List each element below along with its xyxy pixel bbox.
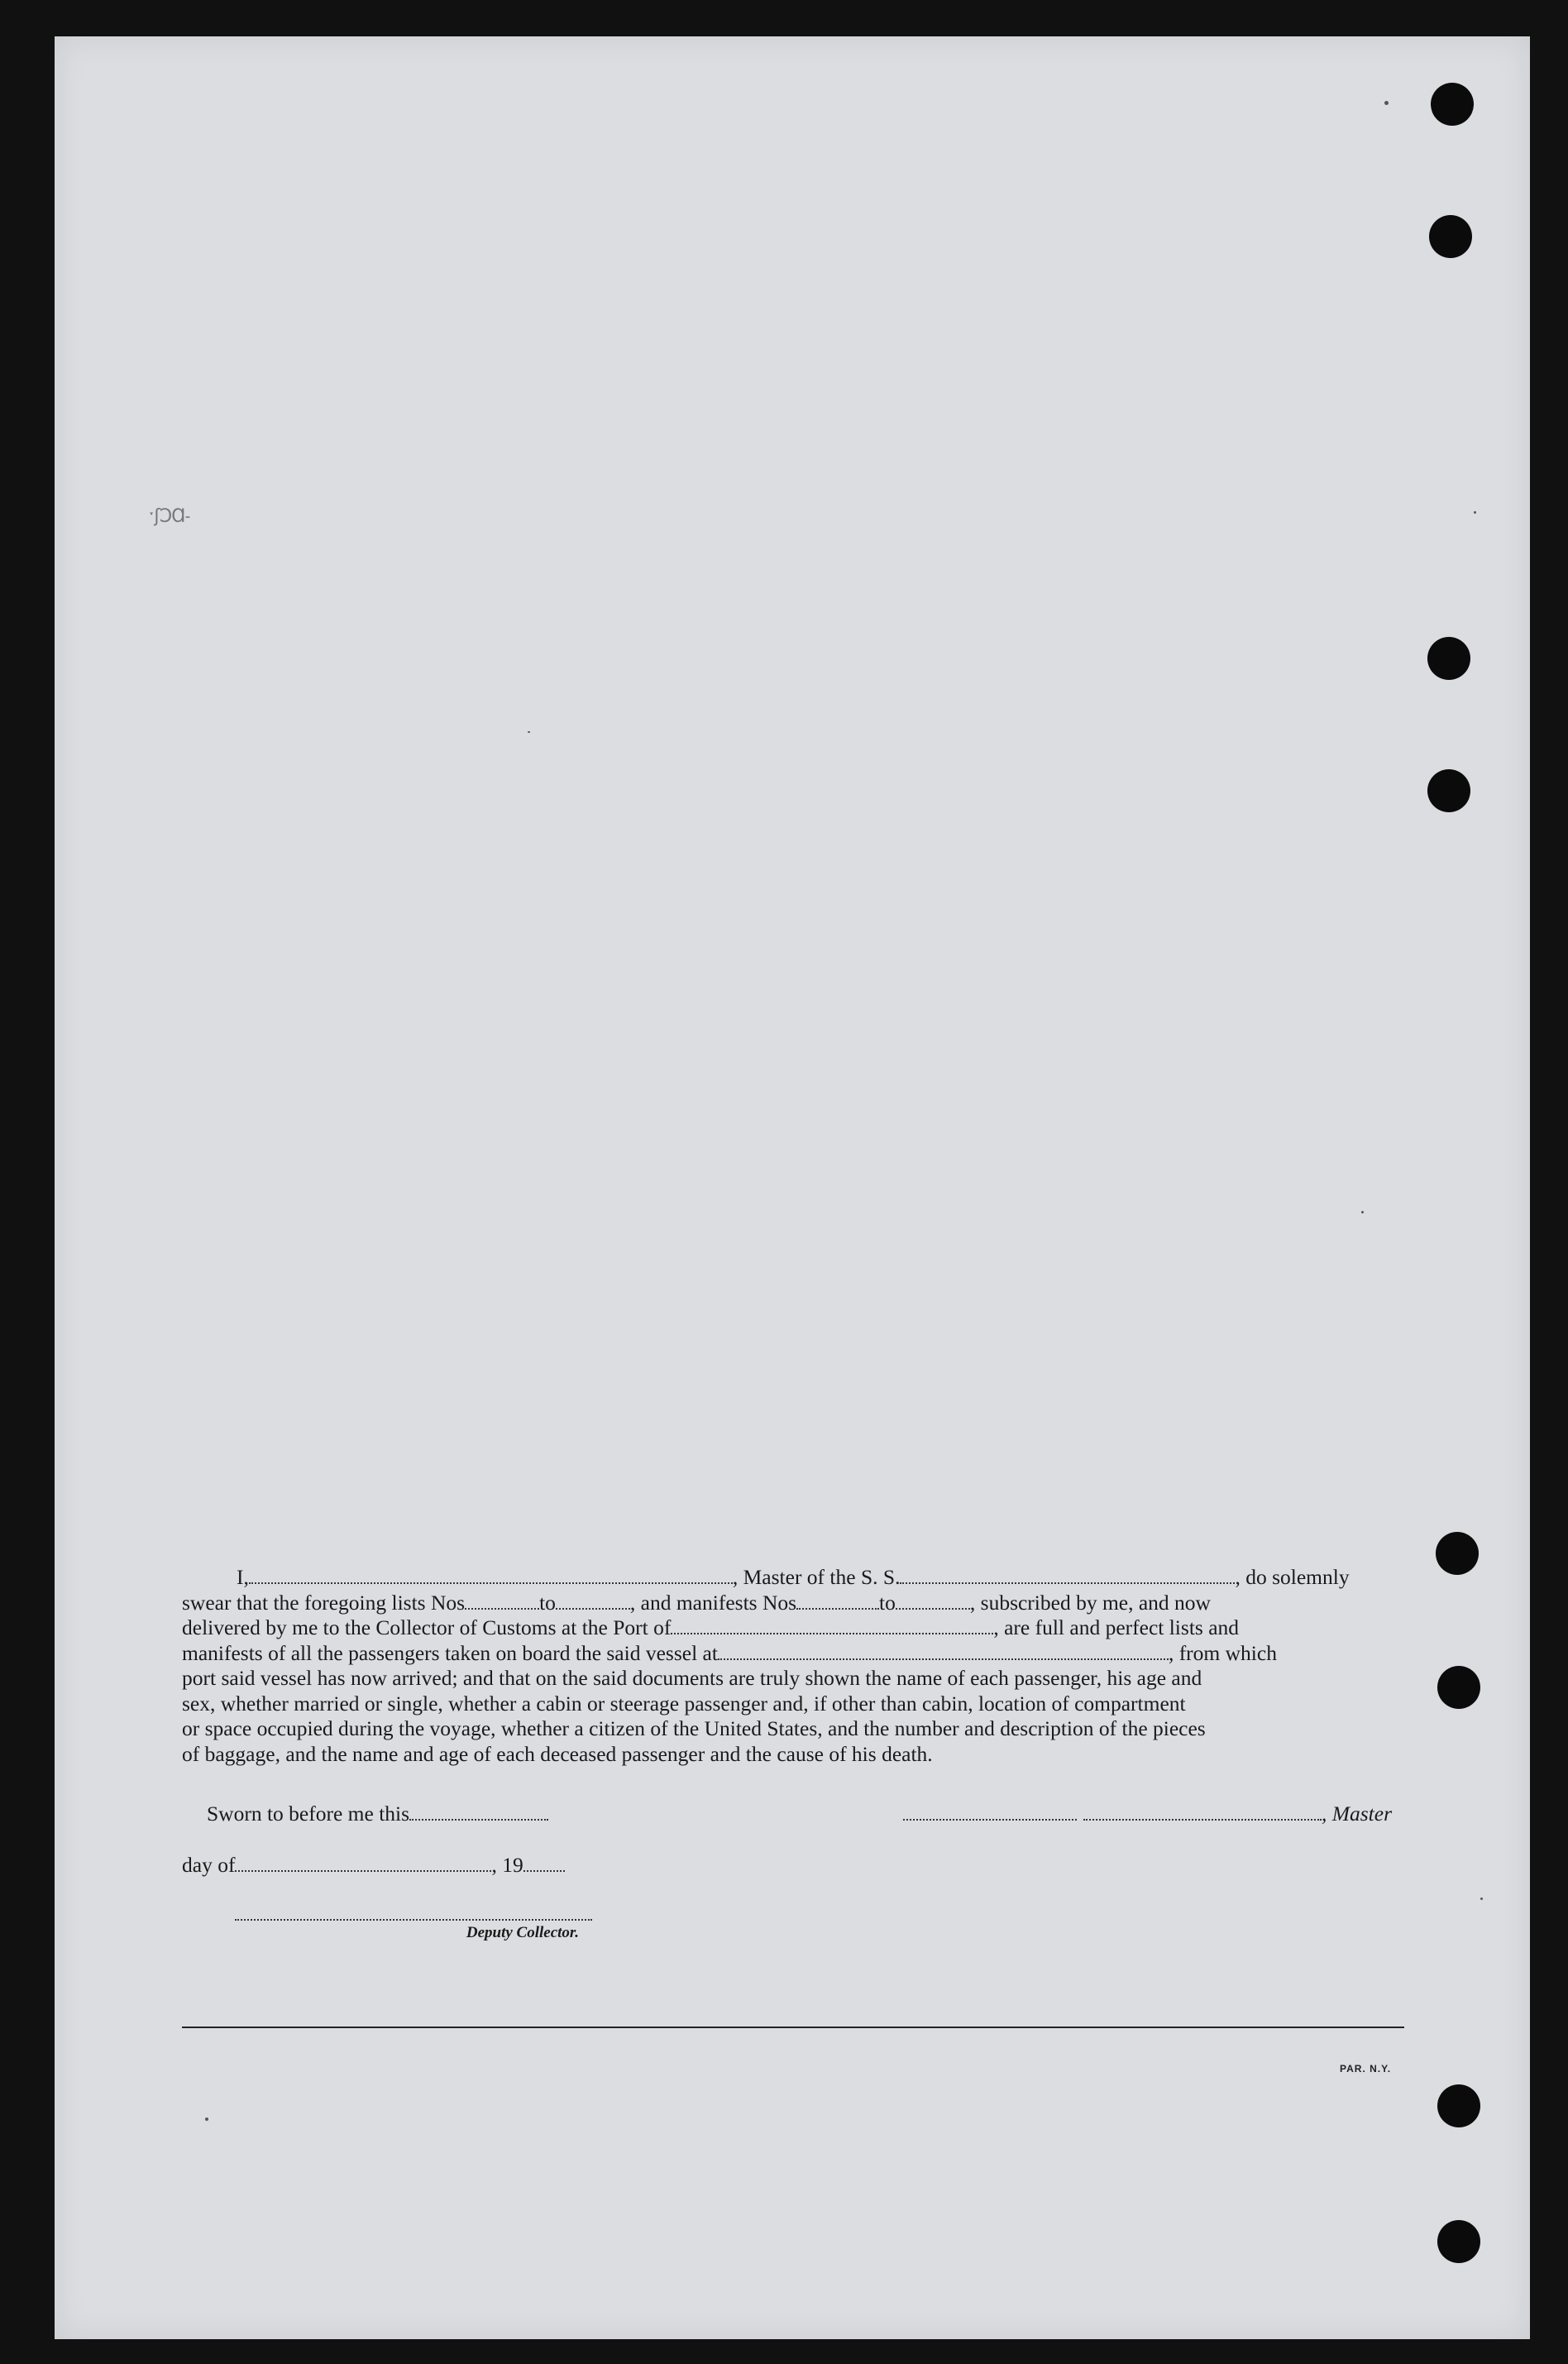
master-signature-line (903, 1802, 1392, 1826)
oath-text: , from which (1168, 1640, 1277, 1665)
punch-hole (1436, 1532, 1479, 1575)
master-signature-blank-2 (1083, 1802, 1322, 1821)
oath-text: , Master of the S. S. (732, 1565, 901, 1589)
master-label: , Master (1322, 1802, 1392, 1826)
punch-hole (1437, 2084, 1480, 2127)
month-blank (235, 1854, 491, 1872)
oath-line-3 (182, 1615, 1409, 1641)
oath-text: to (539, 1590, 556, 1615)
manifests-to-blank (896, 1591, 970, 1610)
punch-hole (1437, 2220, 1480, 2263)
oath-text: I, (237, 1565, 249, 1589)
day-of-line (182, 1853, 565, 1878)
sworn-line (207, 1802, 548, 1826)
master-signature-blank-1 (903, 1802, 1077, 1821)
oath-text: , do solemnly (1235, 1565, 1350, 1589)
masters-oath (182, 1565, 1409, 1767)
port-blank (671, 1616, 993, 1634)
punch-hole (1427, 769, 1470, 812)
day-of-label: day of (182, 1853, 236, 1877)
oath-text: , subscribed by me, and now (969, 1590, 1211, 1615)
sworn-label: Sworn to before me this (207, 1802, 410, 1826)
margin-stamp: ˑʃƆⱭ˗ (149, 506, 190, 527)
oath-text: manifests of all the passengers taken on board the said vessel at (182, 1640, 718, 1665)
punch-hole (1429, 215, 1472, 258)
oath-text: delivered by me to the Collector of Customs at the Port of (182, 1615, 672, 1639)
bottom-rule (182, 2027, 1404, 2028)
oath-line-6: sex, whether married or single, whether a cabin or steerage passenger and, if other than cabin, location of compartment (182, 1691, 1186, 1716)
master-name-blank (249, 1566, 733, 1584)
paper-speck (528, 731, 530, 733)
oath-text: swear that the foregoing lists Nos (182, 1590, 466, 1615)
oath-line-8: of baggage, and the name and age of each deceased passenger and the cause of his death. (182, 1741, 933, 1766)
paper-speck (1361, 1211, 1364, 1213)
punch-hole (1431, 83, 1474, 126)
paper-speck (1474, 511, 1476, 514)
lists-from-blank (465, 1591, 539, 1610)
oath-text: , and manifests Nos (629, 1590, 797, 1615)
oath-line-5: port said vessel has now arrived; and that on the said documents are truly shown the name of each passenger, his age and (182, 1666, 1202, 1690)
printer-mark: PAR. N.Y. (1340, 2063, 1392, 2074)
port-of-embarkation-blank (718, 1642, 1169, 1660)
lists-to-blank (556, 1591, 630, 1610)
year-blank (523, 1854, 565, 1872)
deputy-collector-label: Deputy Collector. (466, 1924, 579, 1941)
paper-speck (1384, 101, 1389, 105)
deputy-signature-blank (235, 1902, 592, 1921)
oath-text: to (879, 1590, 896, 1615)
ship-name-blank (900, 1566, 1235, 1584)
oath-line-2 (182, 1591, 1409, 1616)
oath-text: , are full and perfect lists and (993, 1615, 1240, 1639)
sworn-day-blank (409, 1802, 548, 1821)
oath-line-1 (182, 1565, 1409, 1591)
manifests-from-blank (796, 1591, 879, 1610)
deputy-collector-signature (235, 1902, 592, 1942)
manifest-back-page (55, 36, 1530, 2339)
year-label: , 19 (491, 1853, 523, 1877)
punch-hole (1427, 637, 1470, 680)
oath-line-4 (182, 1641, 1409, 1667)
paper-speck (205, 2118, 208, 2121)
punch-hole (1437, 1666, 1480, 1709)
paper-speck (1480, 1897, 1483, 1900)
oath-line-7: or space occupied during the voyage, whether a citizen of the United States, and the number and description of the pieces (182, 1716, 1206, 1740)
